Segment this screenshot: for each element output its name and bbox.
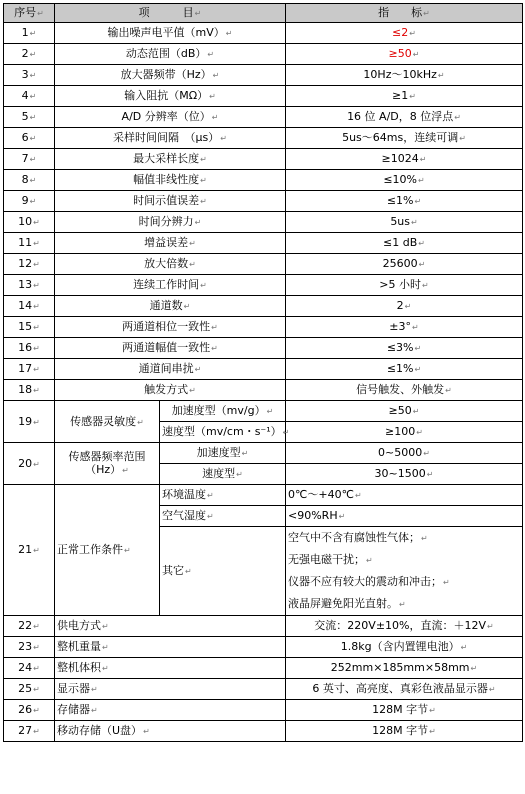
row-spec: 0℃～+40℃↵ [286,485,523,506]
row-spec: 信号触发、外触发↵ [286,380,523,401]
row-item: 放大器频带（Hz）↵ [55,65,286,86]
table-row-20a [4,443,523,464]
row-spec: ±3°↵ [286,317,523,338]
row-spec: ≤10%↵ [286,170,523,191]
row-item: 通道数↵ [55,296,286,317]
sub-label: 速度型↵ [160,464,286,485]
row-no: 24↵ [4,658,55,679]
table-row [4,275,523,296]
row-no: 8↵ [4,170,55,191]
row-no: 14↵ [4,296,55,317]
row-spec: <90%RH↵ [286,506,523,527]
row-item: 时间示值误差↵ [55,191,286,212]
row-spec: ≥50↵ [286,401,523,422]
row-item: 时间分辨力↵ [55,212,286,233]
sub-label: 加速度型（mv/g）↵ [160,401,286,422]
sub-label: 环境温度↵ [160,485,286,506]
table-row [4,86,523,107]
row-item: 连续工作时间↵ [55,275,286,296]
row-item: 整机重量↵ [55,637,286,658]
row-item: 输出噪声电平值（mV）↵ [55,23,286,44]
row-no: 2↵ [4,44,55,65]
row-no: 13↵ [4,275,55,296]
sub-label: 加速度型↵ [160,443,286,464]
row-no: 27↵ [4,721,55,742]
table-row [4,296,523,317]
table-row [4,679,523,700]
row-spec: ≤1%↵ [286,359,523,380]
header-no: 序号↵ [4,4,55,23]
row-item: 触发方式↵ [55,380,286,401]
row-item: 整机体积↵ [55,658,286,679]
row-spec: 5us～64ms，连续可调↵ [286,128,523,149]
table-row [4,23,523,44]
row-no: 4↵ [4,86,55,107]
table-row [4,107,523,128]
row-item: 正常工作条件↵ [55,485,160,616]
sub-label: 其它↵ [160,527,286,616]
sub-label: 空气湿度↵ [160,506,286,527]
row-no: 25↵ [4,679,55,700]
row-no: 3↵ [4,65,55,86]
row-no: 11↵ [4,233,55,254]
header-spec: 指 标↵ [286,4,523,23]
row-item: 供电方式↵ [55,616,286,637]
spec-table [3,3,523,742]
row-spec: 5us↵ [286,212,523,233]
row-item: A/D 分辨率（位）↵ [55,107,286,128]
row-no: 26↵ [4,700,55,721]
table-row [4,170,523,191]
table-row-21a [4,485,523,506]
table-row [4,338,523,359]
row-spec: 128M 字节↵ [286,721,523,742]
row-spec: 2↵ [286,296,523,317]
row-item: 输入阻抗（MΩ）↵ [55,86,286,107]
sub-label: 速度型（mv/cm・s⁻¹）↵ [160,422,286,443]
row-no: 18↵ [4,380,55,401]
row-no: 7↵ [4,149,55,170]
row-spec: ≤1 dB↵ [286,233,523,254]
row-item: 增益误差↵ [55,233,286,254]
row-no: 20↵ [4,443,55,485]
row-no: 10↵ [4,212,55,233]
condition-line: 液晶屏避免阳光直射。↵ [288,597,406,610]
row-no: 19↵ [4,401,55,443]
row-no: 22↵ [4,616,55,637]
row-item: 传感器灵敏度↵ [55,401,160,443]
item-line: （Hz）↵ [85,463,129,476]
table-row [4,317,523,338]
condition-line: 空气中不含有腐蚀性气体；↵ [288,531,428,544]
table-row [4,191,523,212]
table-row [4,616,523,637]
row-item: 移动存储（U盘）↵ [55,721,286,742]
row-spec: >5 小时↵ [286,275,523,296]
row-spec: 25600↵ [286,254,523,275]
row-no: 17↵ [4,359,55,380]
table-row [4,700,523,721]
row-spec: ≥1↵ [286,86,523,107]
row-item: 存储器↵ [55,700,286,721]
row-spec: ≥50↵ [286,44,523,65]
row-spec: ≥100↵ [286,422,523,443]
table-row [4,212,523,233]
row-item: 通道间串扰↵ [55,359,286,380]
row-item: 两通道相位一致性↵ [55,317,286,338]
row-spec: 6 英寸、高亮度、真彩色液晶显示器↵ [286,679,523,700]
row-spec [286,527,523,616]
table-row [4,233,523,254]
row-spec: 252mm×185mm×58mm↵ [286,658,523,679]
row-no: 16↵ [4,338,55,359]
row-item: 动态范围（dB）↵ [55,44,286,65]
header-item: 项 目↵ [55,4,286,23]
table-row [4,254,523,275]
table-row [4,128,523,149]
condition-line: 仪器不应有较大的震动和冲击；↵ [288,575,450,588]
row-spec: ≥1024↵ [286,149,523,170]
row-spec: 30~1500↵ [286,464,523,485]
row-spec: 128M 字节↵ [286,700,523,721]
row-item [55,443,160,485]
row-spec: ≤2↵ [286,23,523,44]
row-spec: 交流：220V±10%，直流：＋12V↵ [286,616,523,637]
row-no: 1↵ [4,23,55,44]
row-spec: 0~5000↵ [286,443,523,464]
row-item: 两通道幅值一致性↵ [55,338,286,359]
row-no: 23↵ [4,637,55,658]
row-spec: 10Hz～10kHz↵ [286,65,523,86]
row-item: 显示器↵ [55,679,286,700]
table-row [4,380,523,401]
table-row [4,149,523,170]
condition-line: 无强电磁干扰；↵ [288,553,373,566]
row-spec: ≤1%↵ [286,191,523,212]
row-spec: 16 位 A/D，8 位浮点↵ [286,107,523,128]
table-row [4,65,523,86]
row-no: 12↵ [4,254,55,275]
row-item: 采样时间间隔 （μs）↵ [55,128,286,149]
row-spec: 1.8kg（含内置锂电池）↵ [286,637,523,658]
table-row [4,721,523,742]
row-no: 21↵ [4,485,55,616]
table-row [4,44,523,65]
row-no: 6↵ [4,128,55,149]
table-row [4,359,523,380]
header-row [4,4,523,23]
table-row-19a [4,401,523,422]
row-item: 最大采样长度↵ [55,149,286,170]
row-no: 5↵ [4,107,55,128]
row-spec: ≤3%↵ [286,338,523,359]
row-item: 放大倍数↵ [55,254,286,275]
item-line: 传感器频率范围 [68,450,146,463]
row-no: 9↵ [4,191,55,212]
table-row [4,658,523,679]
table-row [4,637,523,658]
row-item: 幅值非线性度↵ [55,170,286,191]
row-no: 15↵ [4,317,55,338]
